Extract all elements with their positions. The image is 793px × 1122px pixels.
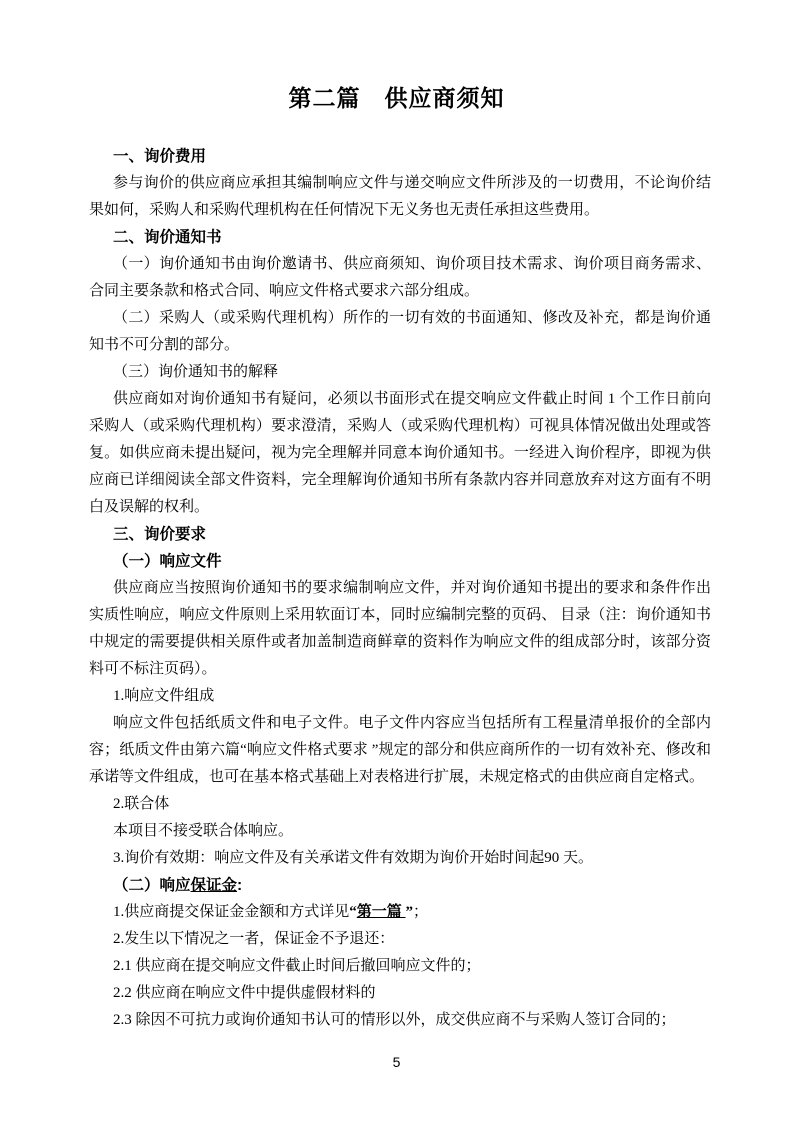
heading-inquiry-fees: 一、询价费用: [113, 148, 207, 165]
paragraph-deposit-forfeit-case3: 2.3 除因不可抗力或询价通知书认可的情形以外，成交供应商不与采购人签订合同的；: [113, 1012, 676, 1028]
heading-deposit-colon: :: [237, 877, 243, 894]
paragraph-response-doc-composition: 响应文件包括纸质文件和电子文件。电子文件内容应当包括所有工程量清单报价的全部内容；纸质文件由第六篇“响应文件格式要求 ”规定的部分和供应商所作的一切有效补充、修改和承诺等文件组成，也可在基本格式基础上对表格进行扩展，未规定格式的由供应商自定格式。: [89, 715, 711, 785]
subheading-response-doc-composition: 1.响应文件组成: [113, 688, 215, 704]
page-number: 5: [392, 1054, 401, 1070]
paragraph-consortium: 本项目不接受联合体响应。: [113, 823, 294, 839]
heading-inquiry-requirements: 三、询价要求: [113, 526, 207, 543]
heading-response-documents: （一）响应文件: [113, 553, 222, 570]
subheading-consortium: 2.联合体: [113, 796, 170, 812]
paragraph-validity-period: 3.询价有效期：响应文件及有关承诺文件有效期为询价开始时间起90 天。: [113, 850, 594, 866]
document-body: [0, 143, 793, 1034]
paragraph-deposit-forfeit-case2: 2.2 供应商在响应文件中提供虚假材料的: [113, 985, 376, 1001]
heading-deposit-underlined: 保证金: [190, 877, 238, 894]
paragraph-deposit-method: [89, 899, 711, 926]
paragraph-deposit-forfeit-intro: 2.发生以下情况之一者，保证金不予退还：: [113, 931, 395, 947]
deposit-method-tail: ；: [413, 904, 429, 920]
paragraph-notice-interpretation-title: （三）询价通知书的解释: [113, 364, 279, 380]
quote-open: “: [349, 904, 357, 920]
ref-chapter-one: 第一篇: [356, 904, 406, 920]
paragraph-notice-interpretation-body: 供应商如对询价通知书有疑问，必须以书面形式在提交响应文件截止时间 1 个工作日前向采购人（或采购代理机构）要求澄清，采购人（或采购代理机构）可视具体情况做出处理或答复。如供应商未提出疑问，视为完全理解并同意本询价通知书。一经进入询价程序，即视为供应商已详细阅读全部文件资料，完全理解询价通知书所有条款内容并同意放弃对这方面有不明白及误解的权利。: [89, 391, 711, 515]
heading-response-deposit: [89, 872, 711, 899]
paragraph-notice-composition: （一）询价通知书由询价邀请书、供应商须知、询价项目技术需求、询价项目商务需求、合同主要条款和格式合同、响应文件格式要求六部分组成。: [89, 256, 711, 299]
page-title: 第二篇 供应商须知: [288, 85, 505, 111]
paragraph-inquiry-fees: 参与询价的供应商应承担其编制响应文件与递交响应文件所涉及的一切费用，不论询价结果如何，采购人和采购代理机构在任何情况下无义务也无责任承担这些费用。: [89, 175, 711, 218]
heading-inquiry-notice: 二、询价通知书: [113, 229, 222, 246]
heading-deposit-prefix: （二）响应: [113, 877, 191, 894]
paragraph-response-documents: 供应商应当按照询价通知书的要求编制响应文件，并对询价通知书提出的要求和条件作出实质性响应，响应文件原则上采用软面订本，同时应编制完整的页码、 目录（注：询价通知书中规定的需要提供相关原件或者加盖制造商鲜章的资料作为响应文件的组成部分时，该部分资料可不标注页码）。: [89, 580, 711, 677]
deposit-method-lead: 1.供应商提交保证金金额和方式详见: [113, 904, 350, 920]
paragraph-notice-supplements: （二）采购人（或采购代理机构）所作的一切有效的书面通知、修改及补充，都是询价通知书不可分割的部分。: [89, 310, 711, 353]
paragraph-deposit-forfeit-case1: 2.1 供应商在提交响应文件截止时间后撤回响应文件的；: [113, 958, 481, 974]
quote-close: ”: [405, 904, 414, 920]
